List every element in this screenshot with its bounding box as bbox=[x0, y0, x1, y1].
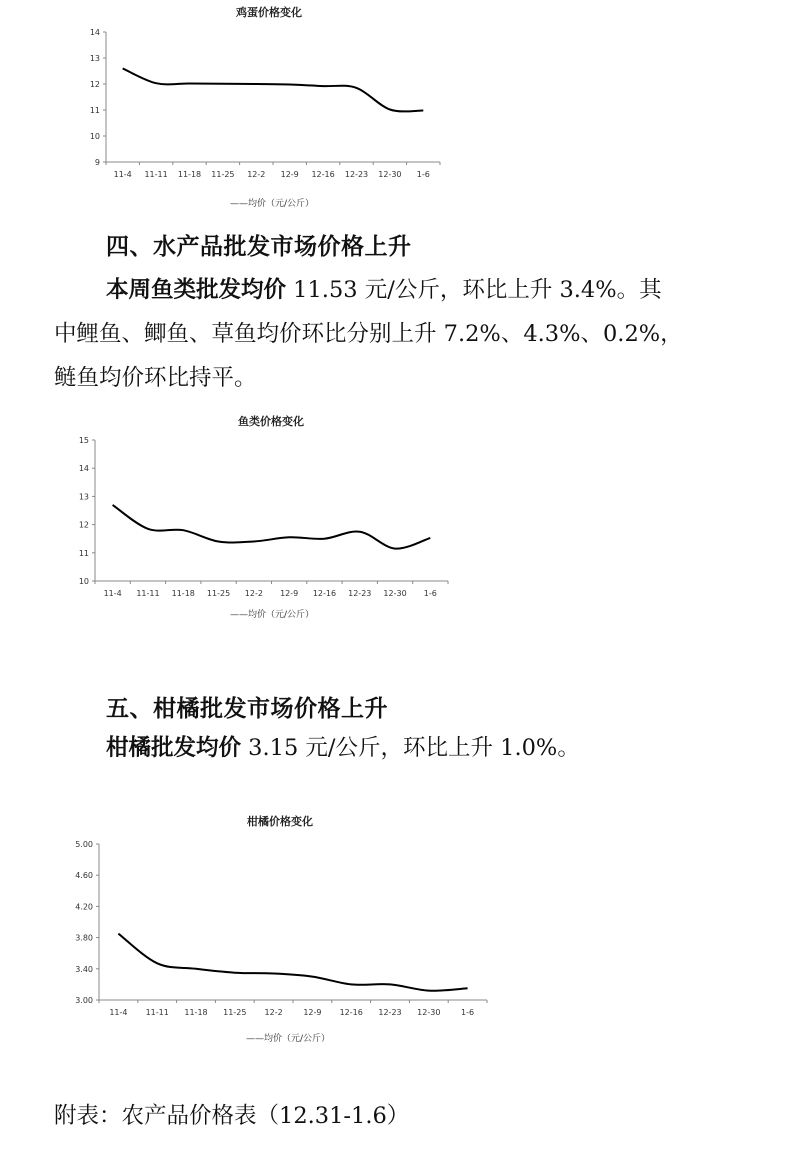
fish-price-chart bbox=[60, 408, 470, 624]
y-tick-label: 3.80 bbox=[75, 933, 93, 943]
chart-legend: ——均价（元/公斤） bbox=[245, 1034, 331, 1044]
x-tick-label: 11-4 bbox=[113, 170, 132, 179]
x-tick-label: 1-6 bbox=[461, 1008, 475, 1017]
section-heading-citrus: 五、柑橘批发市场价格上升 bbox=[106, 696, 388, 722]
x-tick-label: 11-11 bbox=[145, 1008, 169, 1017]
y-tick-label: 13 bbox=[78, 492, 89, 502]
y-tick-label: 5.00 bbox=[75, 840, 93, 849]
x-tick-label: 11-18 bbox=[177, 170, 202, 179]
chart-title: 柑橘价格变化 bbox=[247, 815, 313, 828]
y-tick-label: 4.20 bbox=[75, 902, 93, 912]
x-tick-label: 12-16 bbox=[311, 170, 335, 179]
chart-legend: ——均价（元/公斤） bbox=[229, 610, 315, 620]
x-tick-label: 11-11 bbox=[144, 170, 168, 179]
paragraph-line: 中鲤鱼、鲫鱼、草鱼均价环比分别上升 7.2%、4.3%、0.2%， bbox=[54, 321, 683, 347]
paragraph-line: 鲢鱼均价环比持平。 bbox=[54, 365, 257, 391]
chart-title: 鱼类价格变化 bbox=[238, 415, 304, 428]
x-tick-label: 12-2 bbox=[247, 170, 266, 179]
y-tick-label: 10 bbox=[89, 132, 100, 141]
y-tick-label: 13 bbox=[89, 54, 100, 63]
x-tick-label: 12-23 bbox=[344, 170, 369, 179]
y-tick-label: 3.40 bbox=[75, 964, 93, 974]
paragraph-citrus bbox=[54, 726, 754, 770]
y-tick-label: 12 bbox=[89, 80, 100, 89]
y-tick-label: 10 bbox=[78, 577, 89, 586]
y-tick-label: 4.60 bbox=[75, 871, 93, 881]
x-tick-label: 11-18 bbox=[171, 589, 195, 598]
x-tick-label: 12-9 bbox=[280, 589, 299, 598]
x-tick-label: 12-23 bbox=[348, 589, 372, 598]
y-tick-label: 12 bbox=[78, 520, 89, 530]
x-tick-label: 12-30 bbox=[383, 589, 407, 598]
paragraph-text: 11.53 元/公斤，环比上升 3.4%。其 bbox=[293, 277, 662, 303]
x-tick-label: 12-9 bbox=[303, 1008, 322, 1017]
paragraph-lead: 本周鱼类批发均价 bbox=[106, 277, 287, 303]
x-tick-label: 12-16 bbox=[312, 589, 337, 598]
x-tick-label: 11-11 bbox=[136, 589, 160, 598]
x-tick-label: 1-6 bbox=[416, 170, 430, 179]
y-tick-label: 11 bbox=[89, 106, 100, 115]
paragraph-fish bbox=[54, 268, 754, 400]
x-tick-label: 11-25 bbox=[223, 1008, 247, 1017]
series-line bbox=[123, 68, 424, 111]
y-tick-label: 14 bbox=[89, 28, 100, 37]
chart-legend: ——均价（元/公斤） bbox=[229, 199, 315, 209]
x-tick-label: 12-2 bbox=[264, 1008, 283, 1017]
x-tick-label: 12-9 bbox=[280, 170, 299, 179]
x-tick-label: 11-4 bbox=[109, 1008, 128, 1017]
x-tick-label: 12-30 bbox=[378, 170, 402, 179]
y-tick-label: 15 bbox=[78, 436, 89, 445]
x-tick-label: 11-25 bbox=[206, 589, 231, 598]
x-tick-label: 11-4 bbox=[103, 589, 122, 598]
x-tick-label: 11-25 bbox=[211, 170, 235, 179]
fish-price-chart-svg bbox=[60, 408, 470, 624]
y-tick-label: 14 bbox=[78, 464, 89, 474]
x-tick-label: 1-6 bbox=[423, 589, 437, 598]
egg-price-chart-svg bbox=[70, 0, 470, 212]
x-tick-label: 12-23 bbox=[378, 1008, 402, 1017]
y-tick-label: 11 bbox=[78, 548, 89, 558]
series-line bbox=[113, 505, 431, 549]
citrus-price-chart-svg bbox=[50, 808, 500, 1048]
y-tick-label: 9 bbox=[94, 158, 100, 167]
x-tick-label: 12-30 bbox=[417, 1008, 441, 1017]
citrus-price-chart bbox=[50, 808, 500, 1048]
appendix-caption: 附表：农产品价格表（12.31-1.6） bbox=[54, 1103, 410, 1129]
paragraph-text: 3.15 元/公斤，环比上升 1.0%。 bbox=[248, 735, 580, 761]
paragraph-lead: 柑橘批发均价 bbox=[106, 735, 242, 761]
x-tick-label: 12-16 bbox=[339, 1008, 363, 1017]
chart-title: 鸡蛋价格变化 bbox=[236, 6, 302, 19]
x-tick-label: 12-2 bbox=[244, 589, 263, 598]
paragraph-line bbox=[54, 268, 754, 312]
paragraph-line bbox=[54, 726, 754, 770]
y-tick-label: 3.00 bbox=[75, 996, 93, 1005]
x-tick-label: 11-18 bbox=[184, 1008, 208, 1017]
series-line bbox=[118, 934, 467, 991]
egg-price-chart bbox=[70, 0, 470, 212]
section-heading-aquatic: 四、水产品批发市场价格上升 bbox=[106, 234, 412, 260]
